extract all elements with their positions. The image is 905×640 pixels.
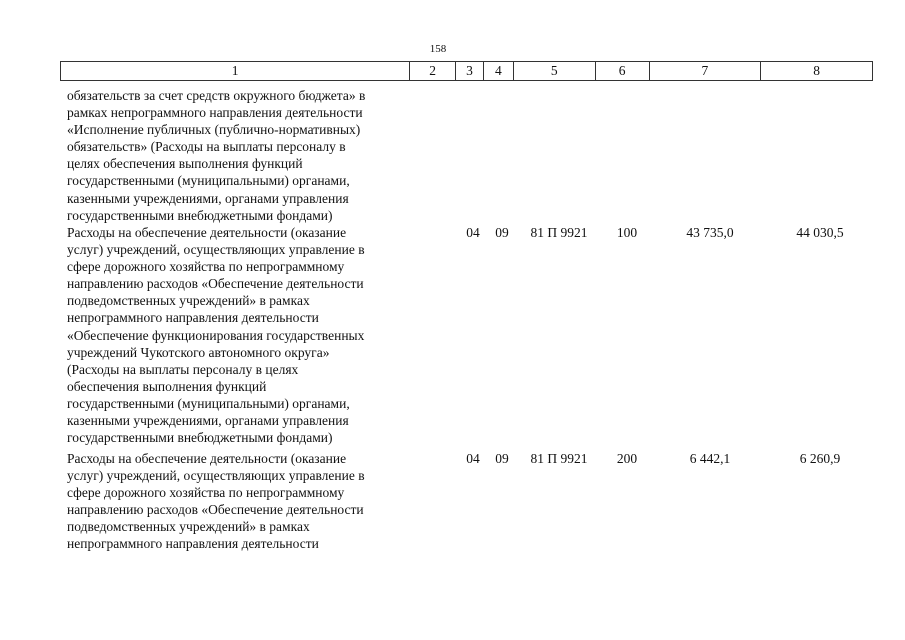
- row-amount-2: 6 260,9: [799, 451, 841, 466]
- row-subsection-code: 09: [495, 225, 509, 240]
- header-col-6: 6: [596, 62, 650, 80]
- row-amount-2: 44 030,5: [796, 225, 844, 240]
- row-amount-1: 43 735,0: [686, 225, 734, 240]
- row-expense-type: 200: [616, 451, 638, 466]
- row-amount-1: 6 442,1: [689, 451, 731, 466]
- header-col-8: 8: [813, 63, 821, 78]
- row-description: Расходы на обеспечение деятельности (оказание услуг) учреждений, осуществляющих управление в сфере дорожного хозяйства по непрограммному направлению расходов «Обеспечение деятельности подведомственных учреждений» в рамках непрограммного направления деятельности «Обеспечение функционирования государственных учреждений Чукотского автономного округа» (Расходы на выплаты персоналу в целях обеспечения выполнения функций государственными (муниципальными) органами, казенными учреждениями, органами управления государственными внебюджетными фондами): [67, 225, 365, 446]
- header-col-7: 7: [650, 62, 762, 80]
- row-description: обязательств за счет средств окружного бюджета» в рамках непрограммного направления деятельности «Исполнение публичных (публично-нормативных) обязательств» (Расходы на выплаты персоналу в целях обеспечения выполнения функций государственными (муниципальными) органами, казенными учреждениями, органами управления государственными внебюджетными фондами): [67, 88, 366, 223]
- table-header-row: [60, 61, 873, 81]
- header-col-5: 5: [514, 62, 596, 80]
- page-number: 158: [429, 43, 447, 55]
- row-section-code: 04: [466, 225, 480, 240]
- header-col-2: 2: [410, 62, 456, 80]
- row-subsection-code: 09: [495, 451, 509, 466]
- row-description: Расходы на обеспечение деятельности (оказание услуг) учреждений, осуществляющих управление в сфере дорожного хозяйства по непрограммному направлению расходов «Обеспечение деятельности подведомственных учреждений» в рамках непрограммного направления деятельности: [67, 451, 365, 552]
- header-col-3: 3: [456, 62, 484, 80]
- header-col-1: 1: [61, 62, 410, 80]
- row-target-code: 81 П 9921: [530, 225, 588, 240]
- header-col-4: 4: [484, 62, 514, 80]
- row-section-code: 04: [466, 451, 480, 466]
- row-target-code: 81 П 9921: [530, 451, 588, 466]
- row-expense-type: 100: [616, 225, 638, 240]
